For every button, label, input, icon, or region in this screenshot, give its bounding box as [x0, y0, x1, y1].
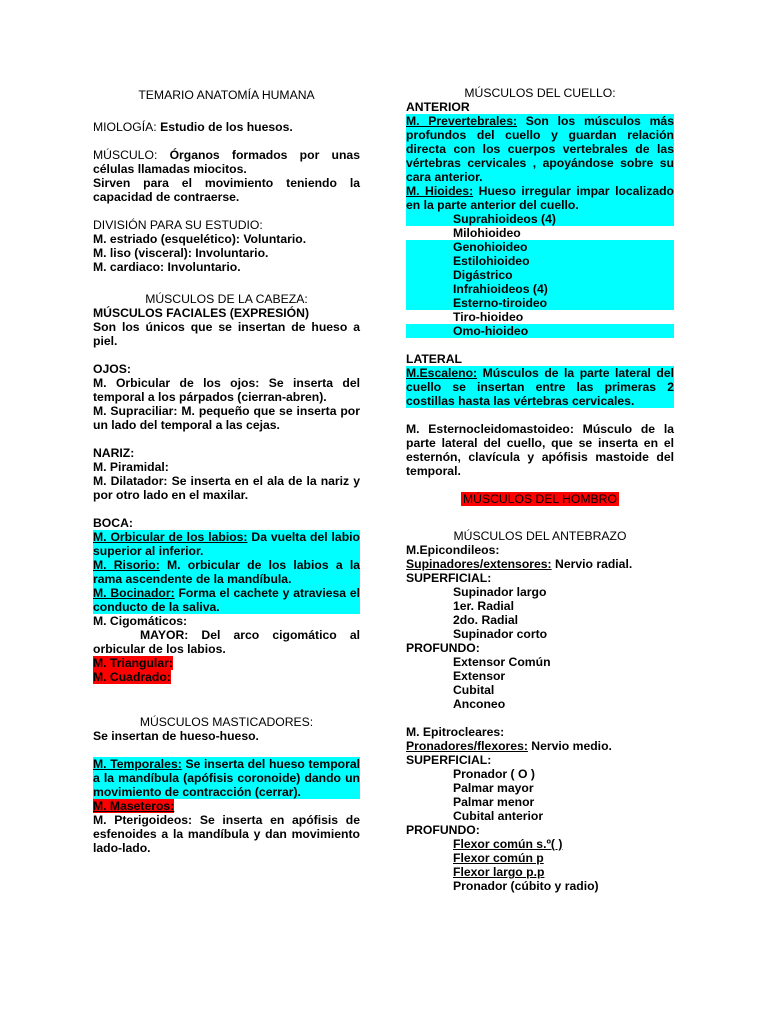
cigomaticos-label: M. Cigomáticos: — [93, 614, 188, 628]
epitrocleares-label: M. Epitrocleares: — [406, 725, 505, 739]
lateral-label: LATERAL — [406, 352, 462, 366]
temporales-item: M. Temporales: Se inserta del hueso temporal a la mandíbula (apófisis coronoide) dando un movimiento de contracción (cerrar). — [93, 757, 360, 799]
hioides-subitem: Omo-hioideo — [406, 324, 674, 338]
profundo-item: Extensor — [453, 669, 506, 683]
musculo-function: Sirven para el movimiento teniendo la capacidad de contraerse. — [93, 176, 360, 204]
profundo2-item: Flexor común p — [453, 851, 544, 865]
superficial2-item: Palmar menor — [453, 795, 535, 809]
superficial-item: Supinador largo — [453, 585, 547, 599]
faciales-text: Son los únicos que se insertan de hueso a piel. — [93, 320, 360, 348]
supinadores-line: Supinadores/extensores: Nervio radial. — [406, 557, 633, 571]
boca-item: M. Orbicular de los labios: Da vuelta del labio superior al inferior. — [93, 530, 360, 558]
superficial2-item: Palmar mayor — [453, 781, 534, 795]
hioides-subitem: Digástrico — [406, 268, 674, 282]
pterigoideos-item: M. Pterigoideos: Se inserta en apófisis de esfenoides a la mandíbula y dan movimiento lado-lado. — [93, 813, 360, 855]
boca-item: M. Bocinador: Forma el cachete y atraviesa el conducto de la saliva. — [93, 586, 360, 614]
miologia-line: MIOLOGÍA: Estudio de los huesos. — [93, 120, 293, 134]
maseteros-item: M. Maseteros: — [93, 799, 175, 813]
hioides-subitem: Milohioideo — [453, 226, 521, 240]
anterior-label: ANTERIOR — [406, 100, 470, 114]
prevertebrales-item: M. Prevertebrales: Son los músculos más profundos del cuello y guardan relación directa con los cuerpos vertebrales de las vértebras cervicales , apoyándose sobre su cara anterior. — [406, 114, 674, 184]
profundo2-item: Flexor largo p.p — [453, 865, 545, 879]
hioides-subitem: Estilohioideo — [406, 254, 674, 268]
section-title-cabeza: MÚSCULOS DE LA CABEZA: — [145, 292, 308, 306]
triangular-item: M. Triangular: — [93, 656, 173, 670]
cigomatico-mayor: MAYOR: Del arco cigomático al orbicular de los labios. — [93, 628, 360, 656]
superficial2-item: Cubital anterior — [453, 809, 544, 823]
profundo-item: Anconeo — [453, 697, 506, 711]
pronadores-line: Pronadores/flexores: Nervio medio. — [406, 739, 612, 753]
profundo-item: Extensor Común — [453, 655, 551, 669]
faciales-heading: MÚSCULOS FACIALES (EXPRESIÓN) — [93, 306, 310, 320]
profundo2-item: Pronador (cúbito y radio) — [453, 879, 599, 893]
right-column — [406, 0, 674, 893]
profundo2-label: PROFUNDO: — [406, 823, 480, 837]
superficial-item: 2do. Radial — [453, 613, 519, 627]
nariz-item: M. Piramidal: — [93, 460, 169, 474]
escaleno-item: M.Escaleno: Músculos de la parte lateral del cuello se insertan entre las primeras 2 costillas hasta las vértebras cervicales. — [406, 366, 674, 408]
hioides-item: M. Hioides: Hueso irregular impar localizado en la parte anterior del cuello. — [406, 184, 674, 212]
superficial-item: 1er. Radial — [453, 599, 514, 613]
hioides-subitem: Infrahioideos (4) — [406, 282, 674, 296]
superficial2-item: Pronador ( O ) — [453, 767, 535, 781]
left-column — [93, 0, 360, 855]
section-title-antebrazo: MÚSCULOS DEL ANTEBRAZO — [453, 529, 627, 543]
division-item: M. liso (visceral): Involuntario. — [93, 246, 269, 260]
document-title: TEMARIO ANATOMÍA HUMANA — [138, 88, 315, 102]
ojos-item: M. Orbicular de los ojos: Se inserta del temporal a los párpados (cierran-abren). — [93, 376, 360, 404]
nariz-label: NARIZ: — [93, 446, 135, 460]
division-item: M. estriado (esquelético): Voluntario. — [93, 232, 307, 246]
nariz-item: M. Dilatador: Se inserta en el ala de la nariz y por otro lado en el maxilar. — [93, 474, 360, 502]
section-title-cuello: MÚSCULOS DEL CUELLO: — [464, 86, 616, 100]
division-item: M. cardiaco: Involuntario. — [93, 260, 241, 274]
hioides-subitem: Tiro-hioideo — [453, 310, 524, 324]
superficial-label: SUPERFICIAL: — [406, 571, 492, 585]
ojos-item: M. Supraciliar: M. pequeño que se inserta por un lado del temporal a las cejas. — [93, 404, 360, 432]
hioides-subitem: Esterno-tiroideo — [406, 296, 674, 310]
hioides-subitem: Genohioideo — [406, 240, 674, 254]
section-title-hombro: MÚSCULOS DEL HOMBRO — [463, 492, 617, 506]
division-label: DIVISIÓN PARA SU ESTUDIO: — [93, 218, 263, 232]
section-title-masticadores: MÚSCULOS MASTICADORES: — [139, 715, 314, 729]
esternocleidomastoideo-item: M. Esternocleidomastoideo: Músculo de la parte lateral del cuello, que se inserta en el esternón, clavícula y apófisis mastoide del temporal. — [406, 422, 674, 478]
ojos-label: OJOS: — [93, 362, 131, 376]
boca-label: BOCA: — [93, 516, 133, 530]
masticadores-text: Se insertan de hueso-hueso. — [93, 729, 259, 743]
boca-item: M. Risorio: M. orbicular de los labios a la rama ascendente de la mandíbula. — [93, 558, 360, 586]
profundo2-item: Flexor común s.º( ) — [453, 837, 563, 851]
hioides-subitem: Suprahioideos (4) — [406, 212, 674, 226]
musculo-definition: MÚSCULO: Órganos formados por unas células llamadas miocitos. — [93, 148, 360, 176]
profundo-item: Cubital — [453, 683, 495, 697]
superficial2-label: SUPERFICIAL: — [406, 753, 492, 767]
profundo-label: PROFUNDO: — [406, 641, 480, 655]
cuadrado-item: M. Cuadrado: — [93, 670, 171, 684]
superficial-item: Supinador corto — [453, 627, 548, 641]
epicondileos-label: M.Epicondileos: — [406, 543, 500, 557]
